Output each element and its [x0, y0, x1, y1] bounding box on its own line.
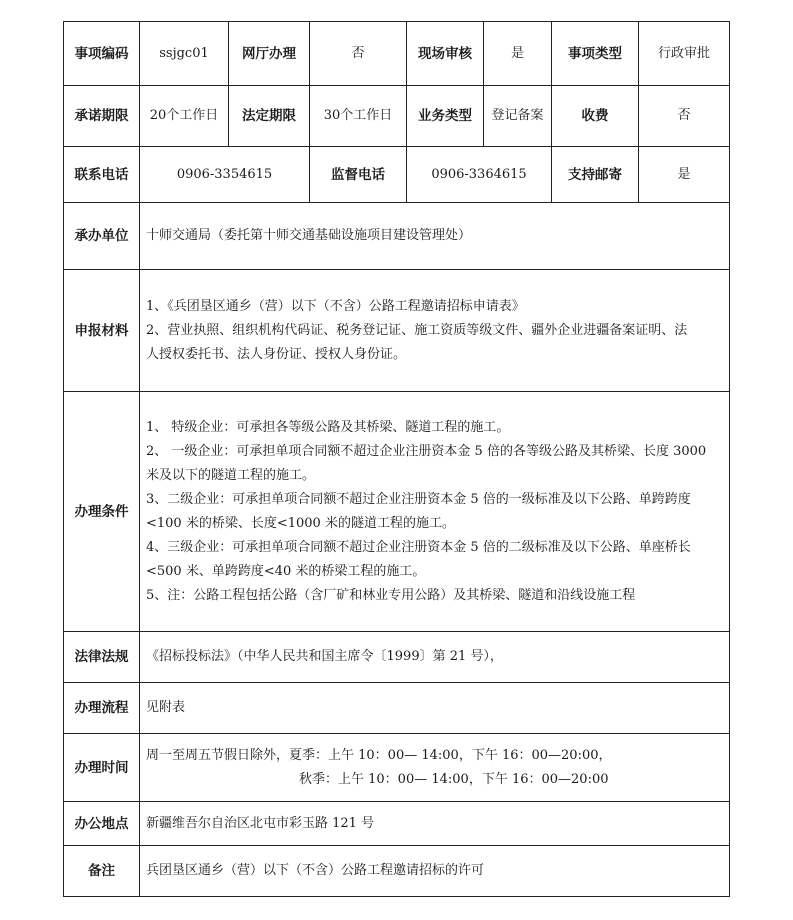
value-time: [140, 734, 730, 802]
value-law: 《招标投标法》（中华人民共和国主席令〔1999〕第 21 号），: [140, 632, 730, 683]
row-unit: [64, 203, 730, 270]
row-address: [64, 802, 730, 846]
value-process: 见附表: [140, 683, 730, 734]
condition-line: 1、 特级企业：可承担各等级公路及其桥梁、隧道工程的施工。: [146, 419, 510, 435]
header-time: 办理时间: [64, 734, 140, 802]
header-phone: 联系电话: [64, 147, 140, 203]
header-fee: 收费: [552, 86, 639, 147]
value-conditions: [140, 392, 730, 632]
header-biz-type: 业务类型: [407, 86, 484, 147]
value-item-type: 行政审批: [639, 22, 730, 86]
header-unit: 承办单位: [64, 203, 140, 270]
header-onsite: 现场审核: [407, 22, 484, 86]
header-materials: 申报材料: [64, 270, 140, 392]
time-autumn: 秋季：上午 10：00— 14:00，下午 16：00—20:00: [299, 771, 609, 787]
row-contact: [64, 147, 730, 203]
header-promise: 承诺期限: [64, 86, 140, 147]
header-address: 办公地点: [64, 802, 140, 846]
info-table: [63, 21, 729, 897]
value-legal: 30个工作日: [310, 86, 407, 147]
condition-line: 2、 一级企业：可承担单项合同额不超过企业注册资本金 5 倍的各等级公路及其桥梁、长度 3000: [146, 443, 707, 459]
value-promise: 20个工作日: [140, 86, 229, 147]
value-materials: [140, 270, 730, 392]
value-unit: 十师交通局（委托第十师交通基础设施项目建设管理处）: [140, 203, 730, 270]
header-item-code: 事项编码: [64, 22, 140, 86]
condition-line: 米及以下的隧道工程的施工。: [146, 467, 316, 483]
value-supervise-phone: 0906-3364615: [407, 147, 552, 203]
row-process: [64, 683, 730, 734]
row-time: [64, 734, 730, 802]
header-online: 网厅办理: [229, 22, 310, 86]
materials-line: 2、营业执照、组织机构代码证、税务登记证、施工资质等级文件、疆外企业进疆备案证明、法: [146, 322, 688, 338]
row-materials: [64, 270, 730, 392]
header-process: 办理流程: [64, 683, 140, 734]
header-item-type: 事项类型: [552, 22, 639, 86]
value-onsite: 是: [484, 22, 552, 86]
materials-line: 1、《兵团垦区通乡（营）以下（不含）公路工程邀请招标申请表》: [146, 298, 525, 314]
materials-line: 人授权委托书、法人身份证、授权人身份证。: [146, 346, 407, 362]
condition-line: 3、二级企业：可承担单项合同额不超过企业注册资本金 5 倍的一级标准及以下公路、单跨跨度: [146, 491, 691, 507]
row-conditions: [64, 392, 730, 632]
header-supervise-phone: 监督电话: [310, 147, 407, 203]
value-mail: 是: [639, 147, 730, 203]
value-biz-type: 登记备案: [484, 86, 552, 147]
condition-line: 5、注：公路工程包括公路（含厂矿和林业专用公路）及其桥梁、隧道和沿线设施工程: [146, 587, 636, 603]
row-period: [64, 86, 730, 147]
value-online: 否: [310, 22, 407, 86]
condition-line: 4、三级企业：可承担单项合同额不超过企业注册资本金 5 倍的二级标准及以下公路、单座桥长: [146, 539, 691, 555]
header-legal: 法定期限: [229, 86, 310, 147]
header-conditions: 办理条件: [64, 392, 140, 632]
time-summer: 周一至周五节假日除外，夏季：上午 10：00— 14:00，下午 16：00—20:00，: [146, 747, 612, 763]
header-mail: 支持邮寄: [552, 147, 639, 203]
row-remark: [64, 846, 730, 897]
value-remark: 兵团垦区通乡（营）以下（不含）公路工程邀请招标的许可: [140, 846, 730, 897]
value-item-code: ssjgc01: [140, 22, 229, 86]
header-law: 法律法规: [64, 632, 140, 683]
header-remark: 备注: [64, 846, 140, 897]
value-fee: 否: [639, 86, 730, 147]
row-basic: [64, 22, 730, 86]
condition-line: <500 米、单跨跨度<40 米的桥梁工程的施工。: [146, 563, 426, 579]
value-address: 新疆维吾尔自治区北屯市彩玉路 121 号: [140, 802, 730, 846]
row-law: [64, 632, 730, 683]
value-phone: 0906-3354615: [140, 147, 310, 203]
condition-line: <100 米的桥梁、长度<1000 米的隧道工程的施工。: [146, 515, 455, 531]
